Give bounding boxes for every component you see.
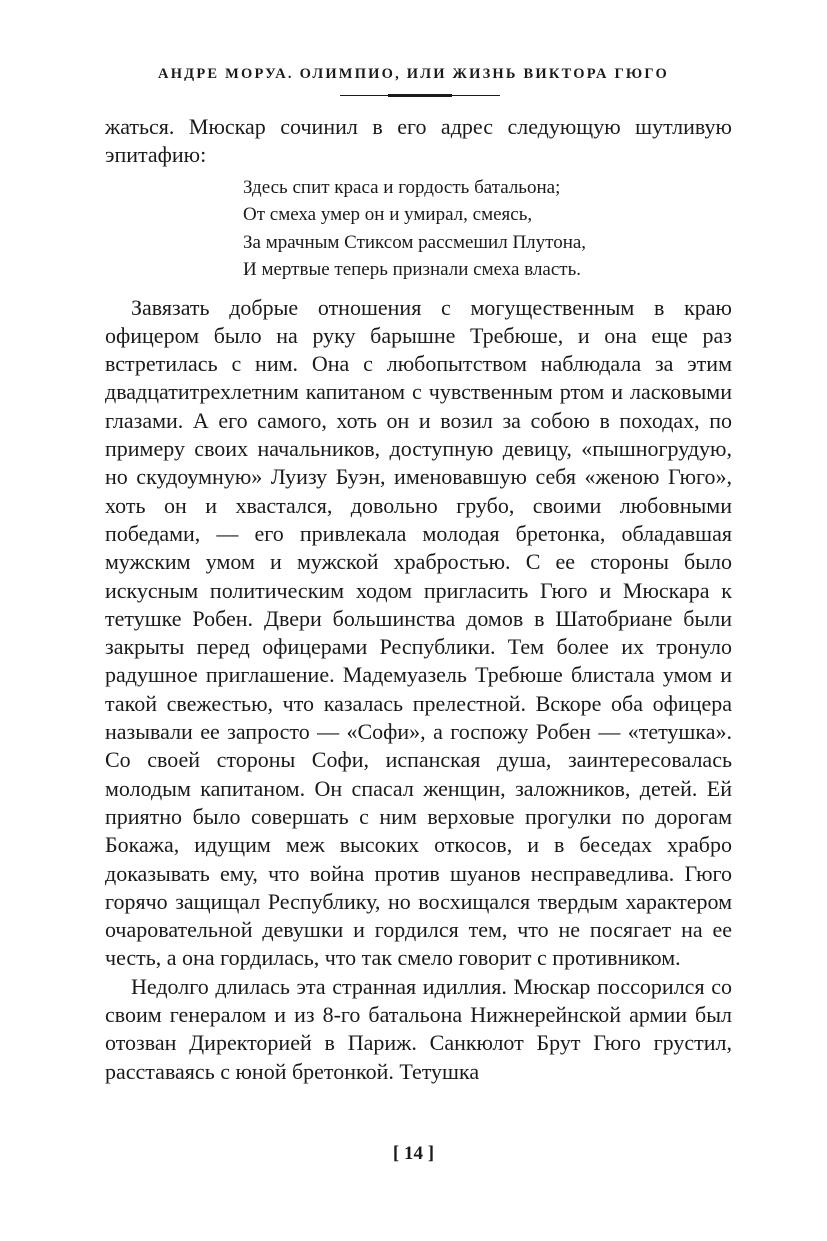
opening-paragraph: жаться. Мюскар сочинил в его адрес следующую шутливую эпитафию: <box>105 114 732 168</box>
verse-line: За мрачным Стиксом рассмешил Плутона, <box>243 231 587 253</box>
running-title: АНДРЕ МОРУА. ОЛИМПИО, ИЛИ ЖИЗНЬ ВИКТОРА ГЮГО <box>158 66 669 82</box>
header-rule-ornament <box>388 94 452 97</box>
verse-line: И мертвые теперь признали смеха власть. <box>243 259 582 281</box>
page-number: [ 14 ] <box>392 1143 435 1164</box>
verse-line: Здесь спит краса и гордость батальона; <box>243 176 561 198</box>
epitaph-verse <box>243 174 732 284</box>
body-text <box>105 113 732 1086</box>
paragraph-1: Завязать добрые отношения с могущественным в краю офицером было на руку барышне Требюше, и она еще раз встретилась с ним. Она с любопытством наблюдала за этим двадцатитрехлетним капитаном с чувственным ртом и ласковыми глазами. А его самого, хоть он и возил за собою в походах, по примеру своих начальников, доступную девицу, «пышногрудую, но скудоумную» Луизу Буэн, именовавшую себя «женою Гюго», хоть он и хвастался, довольно грубо, своими любовными победами, — его привлекала молодая бретонка, обладавшая мужским умом и мужской храбростью. С ее стороны было искусным политическим ходом пригласить Гюго и Мюскара к тетушке Робен. Двери большинства домов в Шатобриане были закрыты перед офицерами Республики. Тем более их тронуло радушное приглашение. Мадемуазель Требюше блистала умом и такой свежестью, что казалась прелестной. Вскоре оба офицера называли ее запросто — «Софи», а госпожу Робен — «тетушка». Со своей стороны Софи, испанская душа, заинтересовалась молодым капитаном. Он спасал женщин, заложников, детей. Ей приятно было совершать с ним верховые прогулки по дорогам Бокажа, идущим меж высоких откосов, и в беседах храбро доказывать ему, что война против шуанов несправедлива. Гюго горячо защищал Республику, но восхищался твердым характером очаровательной девушки и гордился тем, что не посягает на ее честь, а она гордилась, что так смело говорит с противником. <box>105 294 732 971</box>
paragraph-2: Недолго длилась эта странная идиллия. Мюскар поссорился со своим генералом и из 8-го батальона Нижнерейнской армии был отозван Директорией в Париж. Санкюлот Брут Гюго грустил, расставаясь с юной бретонкой. Тетушка <box>105 973 732 1084</box>
verse-line: От смеха умер он и умирал, смеясь, <box>243 204 533 226</box>
